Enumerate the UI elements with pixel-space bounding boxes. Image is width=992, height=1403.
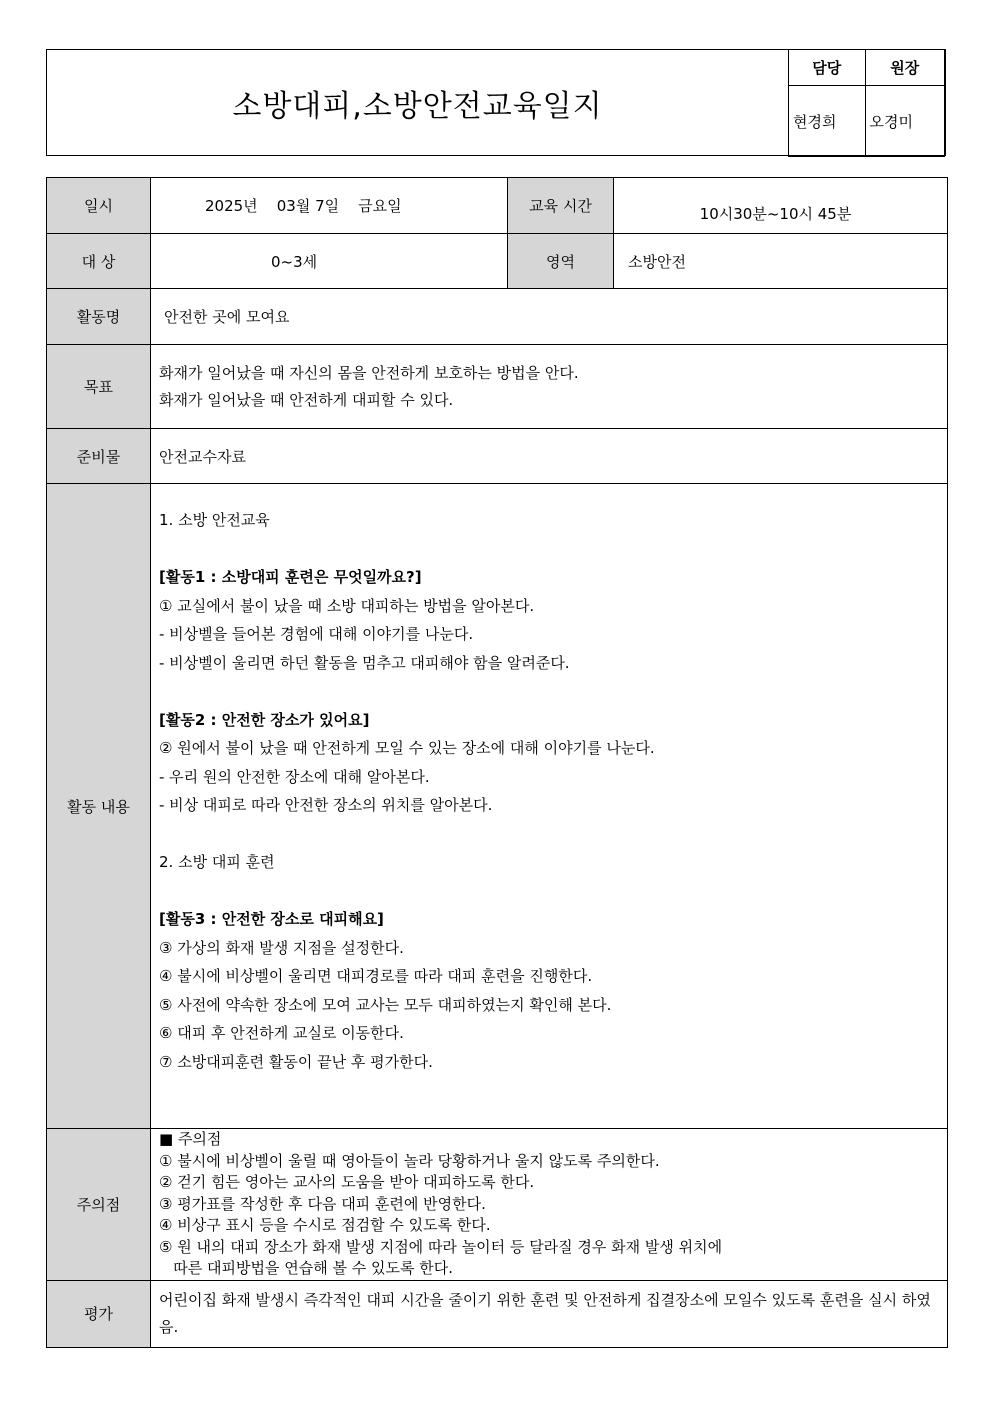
list-item: - 비상 대피로 따라 안전한 장소의 위치를 알아본다.	[159, 796, 493, 814]
caution-label: 주의점	[47, 1129, 151, 1281]
goal-line: 화재가 일어났을 때 안전하게 대피할 수 있다.	[159, 390, 454, 409]
materials-label: 준비물	[47, 429, 151, 484]
area-label: 영역	[508, 234, 614, 289]
time-value: 10시30분~10시 45분	[614, 178, 948, 234]
list-item: ④ 불시에 비상벨이 울리면 대피경로를 따라 대피 훈련을 진행한다.	[159, 967, 593, 985]
approval-header-director: 원장	[865, 50, 944, 86]
materials-value: 안전교수자료	[151, 429, 948, 484]
list-item: - 비상벨을 들어본 경험에 대해 이야기를 나눈다.	[159, 625, 474, 643]
approval-name-staff: 현경희	[789, 86, 866, 157]
list-item: ④ 비상구 표시 등을 수시로 점검할 수 있도록 한다.	[159, 1216, 491, 1234]
area-value: 소방안전	[614, 234, 948, 289]
approval-table	[788, 49, 945, 157]
list-item: ③ 평가표를 작성한 후 다음 대피 훈련에 반영한다.	[159, 1194, 486, 1213]
date-label: 일시	[47, 178, 151, 234]
section-heading: 2. 소방 대피 훈련	[159, 853, 275, 871]
evaluation-label: 평가	[47, 1280, 151, 1347]
activity-name-label: 활동명	[47, 289, 151, 345]
log-table	[46, 177, 948, 1348]
activity-title: [활동1 : 소방대피 훈련은 무엇일까요?]	[159, 568, 422, 586]
activity-title: [활동2 : 안전한 장소가 있어요]	[159, 710, 370, 729]
list-item: - 우리 원의 안전한 장소에 대해 알아본다.	[159, 767, 430, 786]
list-item: ⑤ 사전에 약속한 장소에 모여 교사는 모두 대피하였는지 확인해 본다.	[159, 995, 612, 1014]
list-item: ⑥ 대피 후 안전하게 교실로 이동한다.	[159, 1024, 404, 1042]
activity-content	[151, 484, 948, 1129]
page-title: 소방대피,소방안전교육일지	[232, 88, 603, 124]
list-item: - 비상벨이 울리면 하던 활동을 멈추고 대피해야 함을 알려준다.	[159, 653, 570, 672]
activity-title: [활동3 : 안전한 장소로 대피해요]	[159, 910, 384, 928]
list-item: ⑤ 원 내의 대피 장소가 화재 발생 지점에 따라 놀이터 등 달라질 경우 화재 발생 위치에	[159, 1237, 723, 1256]
list-item: ② 걷기 힘든 영아는 교사의 도움을 받아 대피하도록 한다.	[159, 1173, 535, 1191]
list-item: ① 불시에 비상벨이 울릴 때 영아들이 놀라 당황하거나 울지 않도록 주의한다.	[159, 1151, 660, 1170]
list-item: ① 교실에서 불이 났을 때 소방 대피하는 방법을 알아본다.	[159, 596, 535, 615]
approval-name-director: 오경미	[865, 86, 944, 157]
list-item: 따른 대피방법을 연습해 볼 수 있도록 한다.	[159, 1259, 454, 1277]
goal-label: 목표	[47, 345, 151, 429]
time-label: 교육 시간	[508, 178, 614, 234]
goal-line: 화재가 일어났을 때 자신의 몸을 안전하게 보호하는 방법을 안다.	[159, 363, 579, 382]
target-value: 0~3세	[151, 234, 508, 289]
caution-content	[151, 1129, 948, 1281]
goal-value	[151, 345, 948, 429]
evaluation-value: 어린이집 화재 발생시 즉각적인 대피 시간을 줄이기 위한 훈련 및 안전하게 집결장소에 모일수 있도록 훈련을 실시 하였음.	[151, 1280, 948, 1347]
header-box	[46, 49, 946, 156]
section-heading: 1. 소방 안전교육	[159, 511, 270, 529]
content-label: 활동 내용	[47, 484, 151, 1129]
caution-heading: ■ 주의점	[159, 1130, 222, 1148]
activity-name-value: 안전한 곳에 모여요	[151, 289, 948, 345]
date-value: 2025년 03월 7일 금요일	[151, 178, 508, 234]
list-item: ③ 가상의 화재 발생 지점을 설정한다.	[159, 938, 404, 957]
list-item: ⑦ 소방대피훈련 활동이 끝난 후 평가한다.	[159, 1052, 433, 1071]
approval-header-staff: 담당	[789, 50, 866, 86]
target-label: 대 상	[47, 234, 151, 289]
list-item: ② 원에서 불이 났을 때 안전하게 모일 수 있는 장소에 대해 이야기를 나눈다.	[159, 739, 655, 757]
